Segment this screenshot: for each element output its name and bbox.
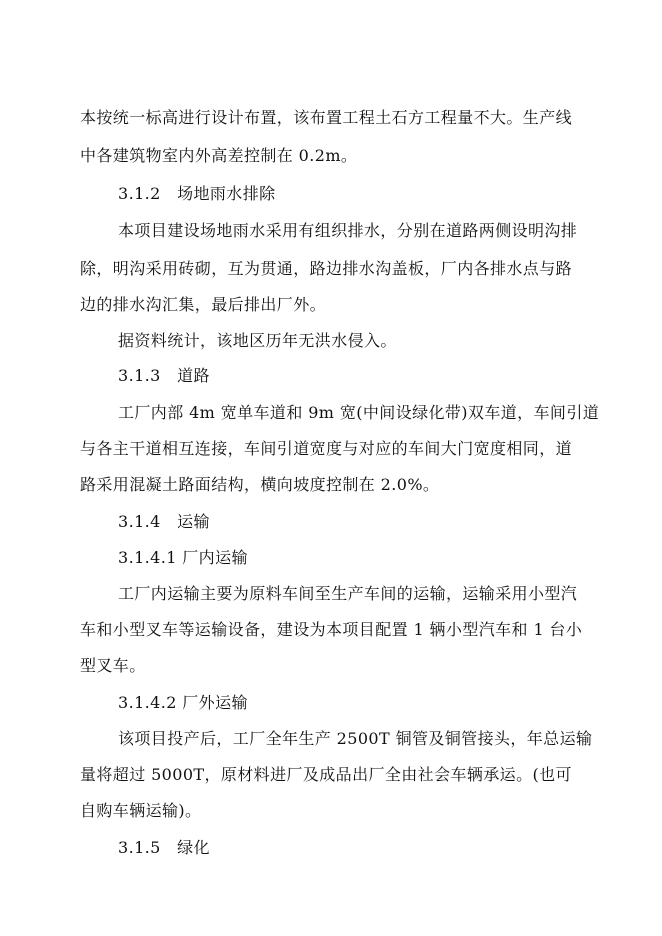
paragraph-line: 中各建筑物室内外高差控制在 0.2m。 xyxy=(80,146,358,165)
paragraph-line: 量将超过 5000T，原材料进厂及成品出厂全由社会车辆承运。(也可 xyxy=(80,765,572,784)
paragraph-line: 车和小型叉车等运输设备，建设为本项目配置 1 辆小型汽车和 1 台小 xyxy=(80,620,583,639)
section-heading-3-1-3: 3.1.3 道路 xyxy=(118,366,210,385)
paragraph-line: 与各主干道相互连接，车间引道宽度与对应的车间大门宽度相同，道 xyxy=(80,439,573,458)
paragraph-line: 工厂内部 4m 宽单车道和 9m 宽(中间设绿化带)双车道，车间引道 xyxy=(118,403,600,422)
paragraph-line: 该项目投产后，工厂全年生产 2500T 铜管及铜管接头，年总运输 xyxy=(118,729,593,748)
paragraph-line: 边的排水沟汇集，最后排出厂外。 xyxy=(80,295,327,314)
paragraph-line: 本按统一标高进行设计布置，该布置工程土石方工程量不大。生产线 xyxy=(80,108,573,127)
paragraph-line: 据资料统计，该地区历年无洪水侵入。 xyxy=(118,331,397,350)
paragraph-line: 工厂内运输主要为原料车间至生产车间的运输，运输采用小型汽 xyxy=(118,584,578,603)
section-heading-3-1-2: 3.1.2 场地雨水排除 xyxy=(118,184,276,203)
section-heading-3-1-5: 3.1.5 绿化 xyxy=(118,838,210,857)
section-heading-3-1-4: 3.1.4 运输 xyxy=(118,512,210,531)
paragraph-line: 型叉车。 xyxy=(80,656,146,675)
paragraph-line: 路采用混凝土路面结构，横向坡度控制在 2.0%。 xyxy=(80,475,440,494)
paragraph-line: 本项目建设场地雨水采用有组织排水，分别在道路两侧设明沟排 xyxy=(118,221,578,240)
paragraph-line: 除，明沟采用砖砌，互为贯通，路边排水沟盖板，厂内各排水点与路 xyxy=(80,259,573,278)
section-heading-3-1-4-1: 3.1.4.1 厂内运输 xyxy=(118,548,248,567)
paragraph-line: 自购车辆运输)。 xyxy=(80,801,202,820)
section-heading-3-1-4-2: 3.1.4.2 厂外运输 xyxy=(118,693,248,712)
